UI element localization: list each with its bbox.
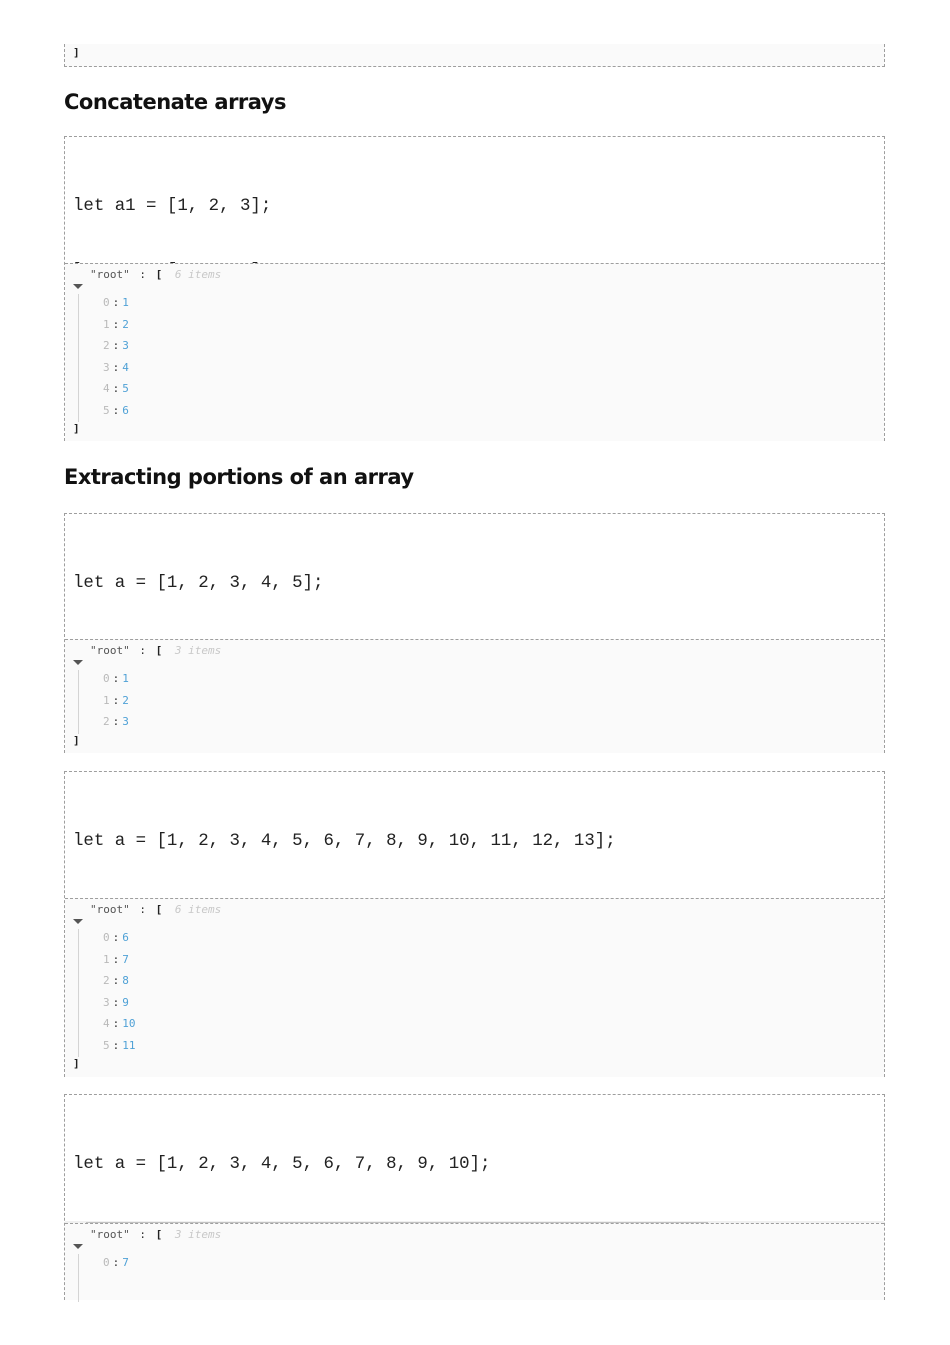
json-close-bracket: ] xyxy=(73,422,80,435)
json-item-value: 7 xyxy=(122,952,129,966)
json-item-value: 1 xyxy=(122,296,129,309)
json-item-index: 3 xyxy=(103,995,110,1009)
code-cell-slice-middle xyxy=(64,771,885,1077)
json-item-value: 5 xyxy=(122,382,129,395)
json-item-index: 2 xyxy=(103,339,110,352)
json-item xyxy=(103,382,129,396)
tree-guide-line xyxy=(78,1254,79,1302)
code-line: let a = [1, 2, 3, 4, 5]; xyxy=(73,574,324,593)
json-item-value: 11 xyxy=(122,1038,136,1052)
collapse-caret-icon[interactable] xyxy=(73,1244,83,1249)
json-item-index: 0 xyxy=(103,1256,110,1269)
json-item xyxy=(103,318,129,332)
json-item-index: 2 xyxy=(103,715,110,728)
collapse-caret-icon[interactable] xyxy=(73,284,83,289)
json-separator: : xyxy=(139,903,146,916)
json-separator: : xyxy=(139,1228,146,1241)
json-item xyxy=(103,672,129,686)
json-separator: : xyxy=(112,317,120,331)
json-root-line xyxy=(90,644,221,658)
json-item-value: 1 xyxy=(122,672,129,685)
json-root-line xyxy=(90,1228,221,1242)
json-item-index: 1 xyxy=(103,317,110,331)
json-output xyxy=(65,639,884,753)
json-item-index: 4 xyxy=(103,1017,110,1030)
collapse-caret-icon[interactable] xyxy=(73,919,83,924)
code-editor[interactable] xyxy=(65,772,884,898)
json-item-value: 2 xyxy=(122,693,129,707)
json-item-index: 0 xyxy=(103,672,110,685)
json-item-value: 10 xyxy=(122,1017,136,1030)
json-separator: : xyxy=(112,974,120,987)
json-separator: : xyxy=(112,403,120,417)
code-line: let a1 = [1, 2, 3]; xyxy=(73,197,272,216)
json-root-key: "root" xyxy=(90,1228,130,1241)
json-item xyxy=(103,715,129,729)
json-item-value: 6 xyxy=(122,931,129,944)
json-item-value: 7 xyxy=(122,1256,129,1269)
json-item xyxy=(103,1039,136,1053)
json-item-value: 3 xyxy=(122,339,129,352)
json-separator: : xyxy=(139,268,146,281)
json-separator: : xyxy=(112,693,120,707)
json-item-count: 3 items xyxy=(174,644,222,657)
json-root-line xyxy=(90,903,221,917)
json-item-count: 6 items xyxy=(174,903,222,916)
json-item-value: 4 xyxy=(122,360,129,374)
json-separator: : xyxy=(112,931,120,944)
json-item-value: 2 xyxy=(122,317,129,331)
code-editor[interactable] xyxy=(65,137,884,263)
json-item-index: 1 xyxy=(103,952,110,966)
json-separator: : xyxy=(112,339,120,352)
json-item xyxy=(103,1256,129,1270)
json-item-value: 6 xyxy=(122,403,129,417)
json-separator: : xyxy=(112,1256,120,1269)
json-separator: : xyxy=(112,1017,120,1030)
json-separator: : xyxy=(112,952,120,966)
json-open-bracket: [ xyxy=(155,644,163,657)
code-editor[interactable] xyxy=(65,514,884,639)
section-heading-extracting: Extracting portions of an array xyxy=(64,465,414,489)
json-item-index: 5 xyxy=(103,403,110,417)
json-separator: : xyxy=(112,296,120,309)
json-separator: : xyxy=(112,382,120,395)
json-close-bracket: ] xyxy=(73,734,80,747)
tree-guide-line xyxy=(78,670,79,734)
json-separator: : xyxy=(112,672,120,685)
json-separator: : xyxy=(112,360,120,374)
json-separator: : xyxy=(112,1038,120,1052)
json-output xyxy=(65,898,884,1077)
tree-guide-line xyxy=(78,929,79,1057)
json-item-index: 0 xyxy=(103,296,110,309)
json-item xyxy=(103,953,129,967)
collapse-caret-icon[interactable] xyxy=(73,660,83,665)
json-item xyxy=(103,361,129,375)
json-close-bracket: ] xyxy=(73,1057,80,1070)
close-bracket: ] xyxy=(73,46,80,59)
json-item xyxy=(103,1017,136,1031)
tree-guide-line xyxy=(78,294,79,422)
json-item-index: 4 xyxy=(103,382,110,395)
json-item xyxy=(103,404,129,418)
json-open-bracket: [ xyxy=(155,903,163,916)
json-root-key: "root" xyxy=(90,644,130,657)
json-output xyxy=(65,1223,884,1300)
json-item-index: 2 xyxy=(103,974,110,987)
json-separator: : xyxy=(139,644,146,657)
code-cell-slice-negative xyxy=(64,1094,885,1300)
json-item-index: 3 xyxy=(103,360,110,374)
code-cell-slice-first xyxy=(64,513,885,753)
code-line: let a = [1, 2, 3, 4, 5, 6, 7, 8, 9, 10]; xyxy=(73,1155,491,1174)
code-editor[interactable] xyxy=(65,1095,884,1223)
section-heading-concatenate: Concatenate arrays xyxy=(64,90,286,114)
code-cell-concat xyxy=(64,136,885,441)
json-item-index: 1 xyxy=(103,693,110,707)
json-open-bracket: [ xyxy=(155,268,163,281)
json-item-index: 0 xyxy=(103,931,110,944)
code-line: let a = [1, 2, 3, 4, 5, 6, 7, 8, 9, 10, 11, 12, 13]; xyxy=(73,832,616,851)
json-item-index: 5 xyxy=(103,1038,110,1052)
json-open-bracket: [ xyxy=(155,1228,163,1241)
json-separator: : xyxy=(112,715,120,728)
json-root-key: "root" xyxy=(90,903,130,916)
json-item xyxy=(103,694,129,708)
json-root-key: "root" xyxy=(90,268,130,281)
json-item xyxy=(103,296,129,310)
json-output xyxy=(65,263,884,441)
json-root-line xyxy=(90,268,221,282)
json-item-value: 8 xyxy=(122,974,129,987)
json-item xyxy=(103,974,129,988)
json-separator: : xyxy=(112,995,120,1009)
json-item xyxy=(103,339,129,353)
previous-output-tail xyxy=(64,44,885,67)
json-item xyxy=(103,931,129,945)
json-item-value: 9 xyxy=(122,995,129,1009)
json-item-value: 3 xyxy=(122,715,129,728)
json-item-count: 3 items xyxy=(174,1228,222,1241)
json-item xyxy=(103,996,129,1010)
json-item-count: 6 items xyxy=(174,268,222,281)
